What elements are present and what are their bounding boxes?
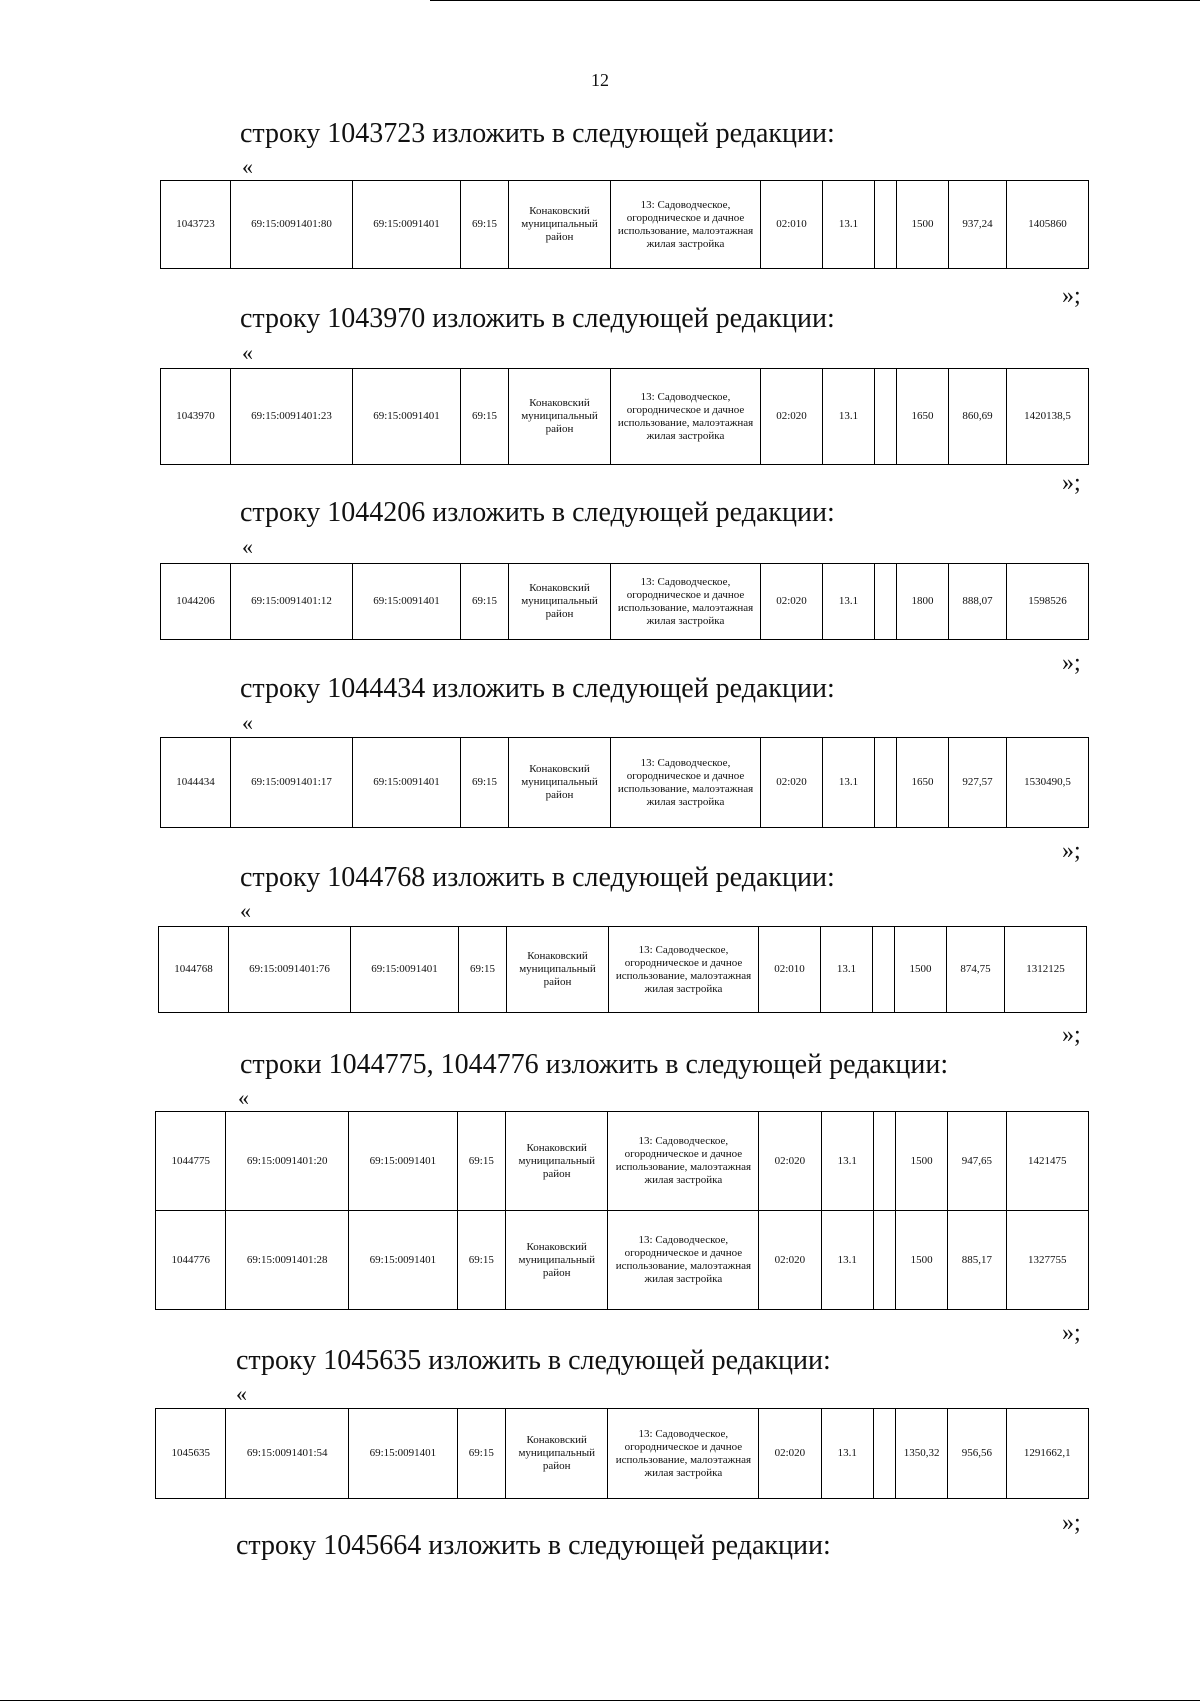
- closing-quote: »;: [1062, 283, 1081, 309]
- table-cell: 874,75: [947, 927, 1005, 1013]
- table-cell: 1044768: [159, 927, 229, 1013]
- table-cell: 885,17: [948, 1211, 1006, 1310]
- table-cell: 69:15:0091401: [349, 1112, 458, 1211]
- table-cell: Конаковский муниципальный район: [505, 1211, 608, 1310]
- opening-quote: «: [242, 710, 253, 735]
- table-cell: [875, 369, 897, 465]
- table-row: [161, 181, 1089, 269]
- section-heading: строку 1044206 изложить в следующей редакции:: [240, 497, 835, 528]
- table-cell: 69:15:0091401:23: [231, 369, 353, 465]
- table-cell: [875, 564, 897, 640]
- table-cell: Конаковский муниципальный район: [505, 1112, 608, 1211]
- closing-quote: »;: [1062, 470, 1081, 496]
- section-heading: строку 1043970 изложить в следующей редакции:: [240, 303, 835, 334]
- table-cell: 02:010: [759, 927, 821, 1013]
- table-cell: 1350,32: [895, 1409, 947, 1499]
- bottom-scan-edge: [0, 1700, 1200, 1701]
- table-cell: 02:020: [759, 1112, 821, 1211]
- table-cell: 69:15:0091401: [353, 738, 461, 828]
- table-cell: 1598526: [1007, 564, 1089, 640]
- table-cell: 13: Садоводческое, огородническое и дачное использование, малоэтажная жилая застройка: [611, 564, 761, 640]
- table-cell: 69:15:0091401: [353, 181, 461, 269]
- table-cell: 69:15:0091401:76: [229, 927, 351, 1013]
- table-cell: 69:15:0091401: [351, 927, 459, 1013]
- page-number: 12: [591, 70, 609, 90]
- register-row-table: [155, 1111, 1089, 1310]
- section-heading: строку 1045664 изложить в следующей редакции:: [236, 1530, 831, 1561]
- table-cell: Конаковский муниципальный район: [509, 369, 611, 465]
- table-cell: 937,24: [949, 181, 1007, 269]
- table-cell: 13.1: [821, 1112, 873, 1211]
- register-row-table: [160, 180, 1089, 269]
- table-cell: 13: Садоводческое, огородническое и дачное использование, малоэтажная жилая застройка: [611, 738, 761, 828]
- register-row-table: [160, 368, 1089, 465]
- table-row: [156, 1112, 1089, 1211]
- table-cell: 1420138,5: [1007, 369, 1089, 465]
- table-cell: 1421475: [1006, 1112, 1088, 1211]
- table-cell: 1291662,1: [1006, 1409, 1088, 1499]
- table-row: [161, 564, 1089, 640]
- table-cell: [873, 1112, 895, 1211]
- opening-quote: «: [236, 1381, 247, 1406]
- table-cell: 02:020: [761, 738, 823, 828]
- table-cell: 02:020: [761, 369, 823, 465]
- table-cell: 956,56: [948, 1409, 1006, 1499]
- table-cell: 69:15:0091401:28: [226, 1211, 349, 1310]
- table-cell: 1800: [897, 564, 949, 640]
- table-cell: Конаковский муниципальный район: [509, 564, 611, 640]
- closing-quote: »;: [1062, 1510, 1081, 1536]
- table-row: [156, 1409, 1089, 1499]
- table-cell: 13.1: [823, 564, 875, 640]
- table-cell: [875, 738, 897, 828]
- table-cell: 13.1: [821, 1211, 873, 1310]
- table-cell: [873, 1211, 895, 1310]
- opening-quote: «: [238, 1085, 249, 1110]
- table-cell: 1043723: [161, 181, 231, 269]
- table-cell: 860,69: [949, 369, 1007, 465]
- register-row-table: [160, 563, 1089, 640]
- table-cell: 02:020: [759, 1409, 821, 1499]
- table-cell: 1044776: [156, 1211, 226, 1310]
- closing-quote: »;: [1062, 1320, 1081, 1346]
- table-cell: 13: Садоводческое, огородническое и дачное использование, малоэтажная жилая застройка: [608, 1112, 759, 1211]
- section-heading: строку 1044768 изложить в следующей редакции:: [240, 862, 835, 893]
- section-heading: строку 1044434 изложить в следующей редакции:: [240, 673, 835, 704]
- table-cell: 69:15: [461, 564, 509, 640]
- table-cell: 13: Садоводческое, огородническое и дачное использование, малоэтажная жилая застройка: [608, 1409, 759, 1499]
- table-cell: 1044206: [161, 564, 231, 640]
- table-cell: 02:010: [761, 181, 823, 269]
- table-cell: 69:15: [457, 1112, 505, 1211]
- table-cell: 1500: [895, 927, 947, 1013]
- table-cell: 1044775: [156, 1112, 226, 1211]
- table-cell: 13.1: [821, 927, 873, 1013]
- register-row-table: [158, 926, 1087, 1013]
- table-cell: Конаковский муниципальный район: [509, 181, 611, 269]
- top-scan-edge: [430, 0, 1200, 1]
- table-cell: 1650: [897, 369, 949, 465]
- table-cell: [875, 181, 897, 269]
- table-cell: 947,65: [948, 1112, 1006, 1211]
- table-cell: 69:15:0091401:17: [231, 738, 353, 828]
- opening-quote: «: [242, 534, 253, 559]
- table-cell: 13.1: [823, 369, 875, 465]
- table-cell: 1500: [895, 1211, 947, 1310]
- register-row-table: [155, 1408, 1089, 1499]
- table-row: [159, 927, 1087, 1013]
- table-cell: 69:15: [457, 1211, 505, 1310]
- table-cell: 1405860: [1007, 181, 1089, 269]
- table-cell: 1043970: [161, 369, 231, 465]
- table-cell: 1530490,5: [1007, 738, 1089, 828]
- table-row: [156, 1211, 1089, 1310]
- closing-quote: »;: [1062, 1022, 1081, 1048]
- table-cell: 69:15:0091401: [349, 1211, 458, 1310]
- table-cell: 1500: [897, 181, 949, 269]
- table-cell: 13.1: [823, 181, 875, 269]
- table-cell: 13: Садоводческое, огородническое и дачное использование, малоэтажная жилая застройка: [611, 369, 761, 465]
- closing-quote: »;: [1062, 650, 1081, 676]
- table-cell: 69:15:0091401: [353, 564, 461, 640]
- table-cell: Конаковский муниципальный район: [509, 738, 611, 828]
- opening-quote: «: [242, 340, 253, 365]
- table-cell: 02:020: [759, 1211, 821, 1310]
- opening-quote: «: [240, 898, 251, 923]
- closing-quote: »;: [1062, 838, 1081, 864]
- table-cell: 13: Садоводческое, огородническое и дачное использование, малоэтажная жилая застройка: [611, 181, 761, 269]
- section-heading: строку 1045635 изложить в следующей редакции:: [236, 1345, 831, 1376]
- table-cell: 1045635: [156, 1409, 226, 1499]
- table-cell: 1327755: [1006, 1211, 1088, 1310]
- table-row: [161, 738, 1089, 828]
- table-cell: [873, 1409, 895, 1499]
- opening-quote: «: [242, 154, 253, 179]
- table-cell: Конаковский муниципальный район: [505, 1409, 608, 1499]
- table-cell: 69:15:0091401:54: [226, 1409, 349, 1499]
- table-cell: 1044434: [161, 738, 231, 828]
- table-cell: 1650: [897, 738, 949, 828]
- table-row: [161, 369, 1089, 465]
- table-cell: 69:15: [461, 369, 509, 465]
- table-cell: 1312125: [1005, 927, 1087, 1013]
- table-cell: 69:15:0091401:20: [226, 1112, 349, 1211]
- table-cell: 69:15: [461, 738, 509, 828]
- table-cell: 69:15: [461, 181, 509, 269]
- section-heading: строку 1043723 изложить в следующей редакции:: [240, 118, 835, 149]
- table-cell: 69:15: [459, 927, 507, 1013]
- table-cell: 69:15:0091401:80: [231, 181, 353, 269]
- table-cell: 1500: [895, 1112, 947, 1211]
- table-cell: 02:020: [761, 564, 823, 640]
- table-cell: 13: Садоводческое, огородническое и дачное использование, малоэтажная жилая застройка: [609, 927, 759, 1013]
- table-cell: 69:15:0091401: [353, 369, 461, 465]
- table-cell: 888,07: [949, 564, 1007, 640]
- section-heading: строки 1044775, 1044776 изложить в следующей редакции:: [240, 1049, 949, 1080]
- table-cell: 13.1: [823, 738, 875, 828]
- table-cell: 69:15: [457, 1409, 505, 1499]
- table-cell: 927,57: [949, 738, 1007, 828]
- table-cell: 69:15:0091401: [349, 1409, 458, 1499]
- table-cell: 69:15:0091401:12: [231, 564, 353, 640]
- table-cell: [873, 927, 895, 1013]
- register-row-table: [160, 737, 1089, 828]
- table-cell: 13: Садоводческое, огородническое и дачное использование, малоэтажная жилая застройка: [608, 1211, 759, 1310]
- table-cell: Конаковский муниципальный район: [507, 927, 609, 1013]
- table-cell: 13.1: [821, 1409, 873, 1499]
